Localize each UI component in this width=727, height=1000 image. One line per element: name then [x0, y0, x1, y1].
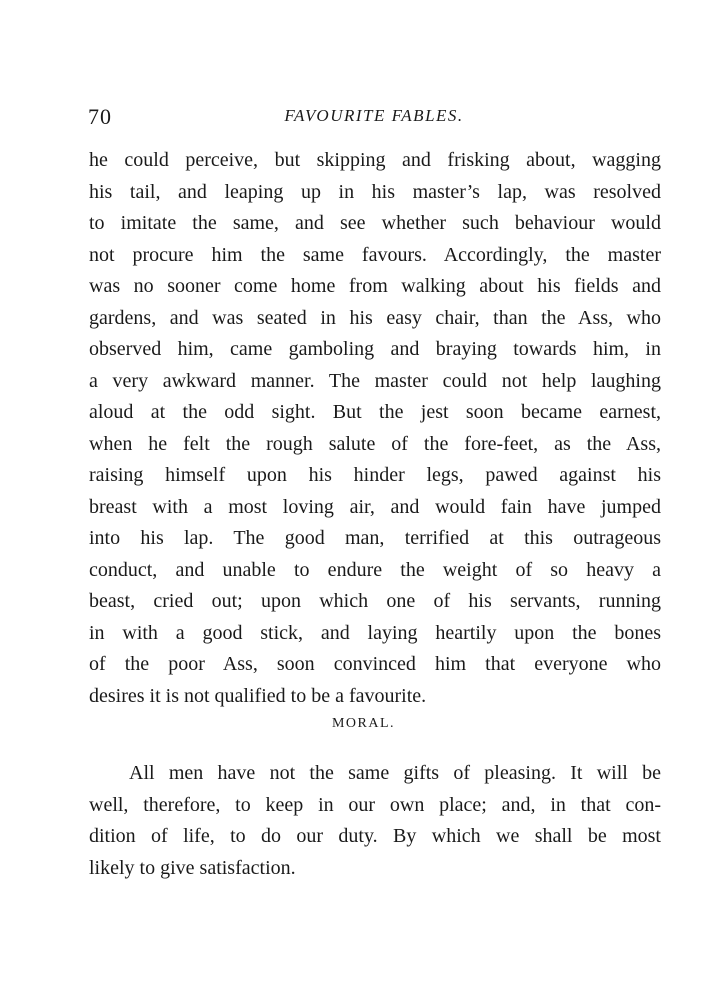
text-line: beast, cried out; upon which one of his servants, running	[89, 590, 661, 612]
text-line: breast with a most loving air, and would fain have jumped	[89, 495, 661, 518]
text-line: his tail, and leaping up in his master’s lap, was resolved	[89, 180, 661, 203]
running-title: FAVOURITE FABLES.	[284, 106, 464, 125]
moral-heading: MORAL.	[331, 716, 396, 731]
text-line: aloud at the odd sight. But the jest soon became earnest,	[89, 401, 661, 423]
text-line: when he felt the rough salute of the fore-feet, as the Ass,	[89, 432, 661, 455]
text-line: gardens, and was seated in his easy chair, than the Ass, who	[89, 306, 661, 329]
fable-text	[89, 145, 661, 712]
text-line: likely to give satisfaction.	[89, 856, 296, 879]
text-line: conduct, and unable to endure the weight of so heavy a	[89, 558, 661, 581]
text-line: in with a good stick, and laying heartily upon the bones	[89, 621, 661, 644]
text-line: into his lap. The good man, terrified at this outrageous	[89, 527, 661, 549]
text-line: he could perceive, but skipping and frisking about, wagging	[89, 149, 661, 171]
text-line: of the poor Ass, soon convinced him that everyone who	[89, 653, 661, 675]
text-line: observed him, came gamboling and braying towards him, in	[89, 338, 661, 360]
text-line: desires it is not qualified to be a favourite.	[89, 684, 427, 707]
moral-text	[89, 758, 661, 884]
text-line: a very awkward manner. The master could not help laughing	[89, 369, 661, 392]
text-line: dition of life, to do our duty. By which we shall be most	[89, 825, 661, 847]
text-line: All men have not the same gifts of pleasing. It will be	[129, 762, 661, 784]
text-line: to imitate the same, and see whether such behaviour would	[89, 212, 661, 234]
text-line: well, therefore, to keep in our own place; and, in that con-	[89, 793, 661, 816]
text-line: was no sooner come home from walking about his fields and	[89, 275, 661, 297]
text-line: raising himself upon his hinder legs, pawed against his	[89, 464, 661, 486]
running-head	[88, 104, 660, 132]
text-line: not procure him the same favours. Accordingly, the master	[89, 243, 661, 266]
page-number: 70	[88, 104, 112, 129]
